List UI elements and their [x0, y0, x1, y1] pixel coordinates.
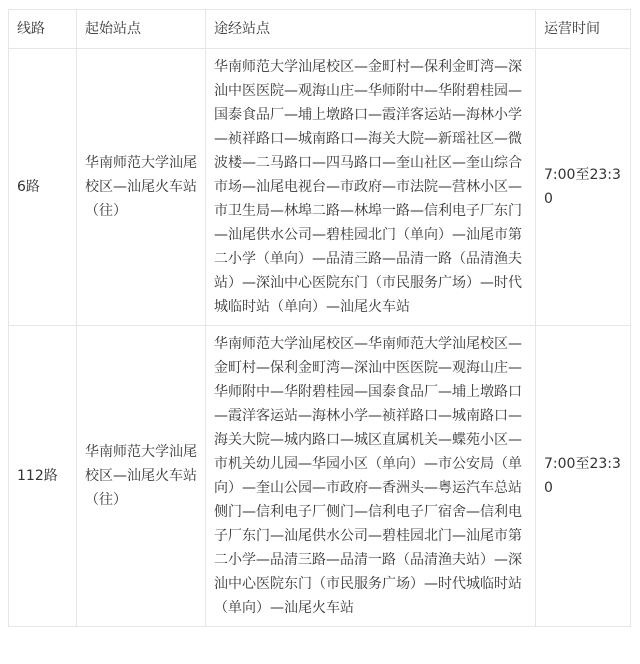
header-hours: 运营时间: [536, 10, 631, 49]
table-header-row: [9, 10, 631, 49]
hours-cell: 7:00至23:30: [536, 326, 631, 627]
start-cell: 华南师范大学汕尾校区—汕尾火车站（往）: [77, 49, 206, 326]
header-route: 线路: [9, 10, 77, 49]
hours-cell: 7:00至23:30: [536, 49, 631, 326]
via-cell: 华南师范大学汕尾校区—金町村—保利金町湾—深汕中医医院—观海山庄—华师附中—华附碧桂园—国泰食品厂—埔上墩路口—霞洋客运站—海林小学—祯祥路口—城南路口—海关大院—新瑶社区—微波楼—二马路口—四马路口—奎山社区—奎山综合市场—汕尾电视台—市政府—市法院—营林小区—市卫生局—林埠二路—林埠一路—信利电子厂东门—汕尾供水公司—碧桂园北门（单向）—汕尾市第二小学（单向）—品清三路—品清一路（品清渔夫站）—深汕中心医院东门（市民服务广场）—时代城临时站（单向）—汕尾火车站: [206, 49, 536, 326]
header-via: 途经站点: [206, 10, 536, 49]
header-start: 起始站点: [77, 10, 206, 49]
table-row: [9, 49, 631, 326]
start-cell: 华南师范大学汕尾校区—汕尾火车站（往）: [77, 326, 206, 627]
table-row: [9, 326, 631, 627]
route-cell: 6路: [9, 49, 77, 326]
bus-route-table: [8, 9, 631, 627]
route-cell: 112路: [9, 326, 77, 627]
via-cell: 华南师范大学汕尾校区—华南师范大学汕尾校区—金町村—保利金町湾—深汕中医医院—观海山庄—华师附中—华附碧桂园—国泰食品厂—埔上墩路口—霞洋客运站—海林小学—祯祥路口—城南路口—海关大院—城内路口—城区直属机关—蝶苑小区—市机关幼儿园—华园小区（单向）—市公安局（单向）—奎山公园—市政府—香洲头—粤运汽车总站侧门—信利电子厂侧门—信利电子厂宿舍—信利电子厂东门—汕尾供水公司—碧桂园北门—汕尾市第二小学—品清三路—品清一路（品清渔夫站）—深汕中心医院东门（市民服务广场）—时代城临时站（单向）—汕尾火车站: [206, 326, 536, 627]
